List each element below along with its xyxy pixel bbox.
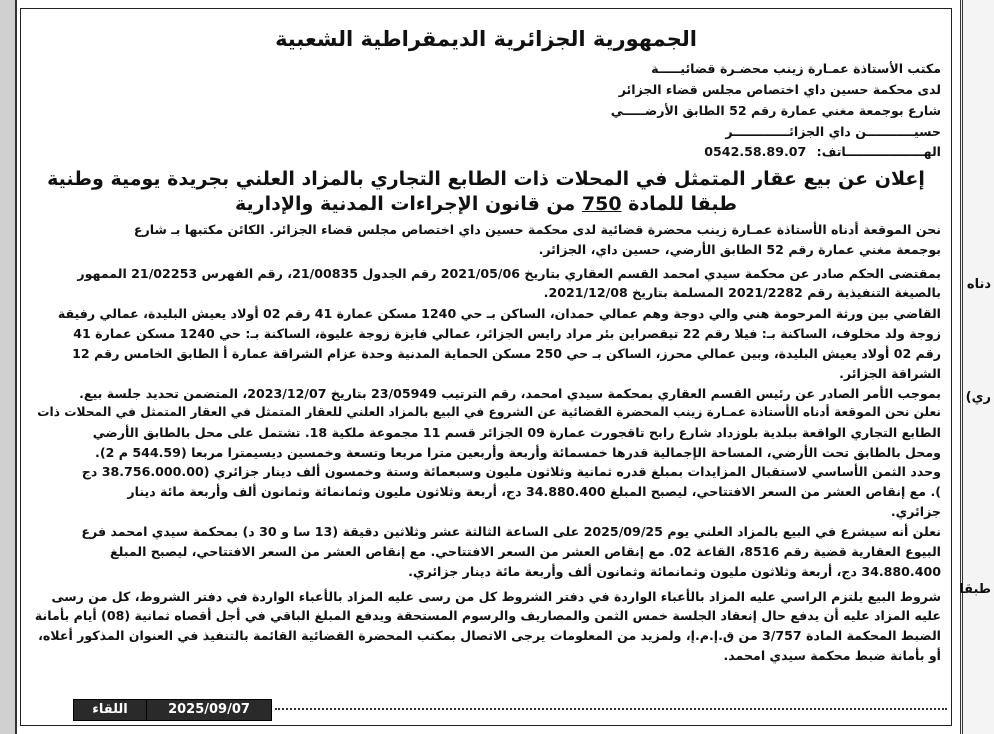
body-line: الشراقة الجزائر. [839,366,941,381]
notice-title: إعلان عن بيع عقار المتمثل في المحلات ذات الطابع التجاري بالمزاد العلني بجريدة يومية وطنية [47,168,925,190]
office-line: لدى محكمة حسين داي اختصاص مجلس قضاء الجزائر [618,82,941,97]
body-line: شروط البيع يلتزم الراسي عليه المزاد بالأعباء الواردة في دفتر الشروط كل من رسى عليه المزاد بالأعباء الواردة في دفتر الشروط، كل من رسى [51,589,941,604]
body-line: القاضي بين ورثة المرحومة هني والي دوجة وهم عمالي حمدان، الساكن بـ حي 1240 مسكن عمارة 41 رقم 02 أولاد يعيش البليدة، عمالي رفيقة [57,306,941,321]
side-fragment: طبقا [959,582,991,597]
footer-rule [275,708,947,710]
adjacent-column [960,0,994,734]
body-line: بوجمعة مغني عمارة رقم 52 الطابق الأرضي، حسين داي، الجزائر. [538,242,941,257]
subtitle-post: من قانون الإجراءات المدنية والإدارية [235,193,582,215]
republic-header: الجمهورية الجزائرية الديمقراطية الشعبية [275,27,697,51]
issue-date: 2025/09/07 [146,699,272,721]
office-line: حسيـــــــــــن داي الجزائـــــــــــــر [725,124,941,139]
notice-subtitle [21,193,951,215]
body-line: نعلن نحن الموقعة أدناه الأستاذة عمـارة زينب المحضرة القضائية عن الشروع في البيع بالمزاد العلني للعقار المتمثل في العقار المتمثل في المحلات ذات [37,405,941,419]
legal-notice [20,8,952,726]
column-divider [15,0,17,734]
newspaper-name: اللقاء [73,699,147,721]
body-line: وحدد الثمن الأساسي لاستقبال المزايدات بمبلغ قدره ثمانية وثلاثون مليون وسبعمائة وستة وخمسون ألف دينار جزائري (38.756.000.00 دج [81,464,941,479]
body-line: عليه المزاد عليه أن يدفع حال إنعقاد الجلسة خمس الثمن والمصاريف والرسوم المستحقة ويدفع المبلغ الباقي في أجل أقصاه ثمانية (08) أيام بأمانة [34,608,941,623]
side-fragment: (ري [965,390,991,405]
body-line: جزائري. [890,504,941,519]
phone-number: 0542.58.89.07 [704,144,807,159]
office-line: مكتب الأستاذة عمـارة زينب محضـرة قضائيـــــة [651,61,941,76]
left-page-strip [0,0,15,734]
subtitle-pre: طبقا للمادة [621,193,737,215]
body-line: أو بأمانة ضبط محكمة سيدي امحمد. [723,648,941,663]
side-fragment: دناه [966,277,991,292]
body-line: الضبط المحكمة المادة 3/757 من ق.إ.م.إ، ولمزيد من المعلومات يرجى الاتصال بمكتب المحضرة القضائية القائمة بالتنفيذ في العنوان المذكور أعلاه، [38,628,941,643]
body-line: الطابع التجاري الواقعة ببلدية بلوزداد شارع رابح تاقجورت عمارة 09 الجزائر قسم 11 مجموعة ملكية 18. تشتمل على محل بالطابق الأرضي [92,425,941,440]
phone-label: الهــــــــــــــــــاتف: [816,144,941,159]
body-line: نعلن أنه سيشرع في البيع بالمزاد العلني يوم 2025/09/25 على الساعة الثالثة عشر وثلاثين دقيقة (13 سا و 30 د) بمحكمة سيدي امحمد فرع [81,524,941,539]
body-line: ). مع إنقاص العشر من السعر الافتتاحي، ليصبح المبلغ 34.880.400 دج، أربعة وثلاثون مليون وثمانمائة وثمانون ألف وأربعة مائة دينار [127,484,941,499]
body-line: زوجة ولد مخلوف، الساكنة بـ: فيلا رقم 22 تيقصراين بئر مراد رايس الجزائر، عمالي فايزة زوجة عليوة، الساكنة بـ: حي 1240 مسكن عمارة 41 [73,326,941,341]
body-line: 34.880.400 دج، أربعة وثلاثون مليون وثمانمائة وثمانون ألف وأربعة مائة دينار جزائري. [408,564,941,579]
article-number: 750 [581,193,622,215]
body-line: نحن الموقعة أدناه الأستاذة عمـارة زينب محضرة قضائية لدى محكمة حسين داي اختصاص مجلس قضاء الجزائر. الكائن مكتبها بـ شارع [133,222,941,237]
body-line: رقم 02 أولاد يعيش البليدة، وبين عمالي محرز، الساكن بـ حي 250 مسكن الحماية المدنية وحدة عزام الشراقة عمارة أ الطابق الخامس رقم 12 [72,346,941,361]
body-line: البيوع العقارية قضية رقم 8516، القاعة 02. مع إنقاص العشر من السعر الافتتاحي. مع إنقاص العشر من السعر الافتتاحي، ليصبح المبلغ [110,544,941,559]
body-line: ومحل بالطابق تحت الأرضي، المساحة الإجمالية قدرها خمسمائة وأربعة وأربعين مترا مربعا وتسعة وخمسين ديسيمترا مربعا (544.59 م 2). [95,445,941,460]
body-line: بموجب الأمر الصادر عن رئيس القسم العقاري بمحكمة سيدي امحمد، رقم الترتيب 23/05949 بتاريخ 2023/12/07، المتضمن تحديد جلسة بيع. [79,386,941,401]
body-line: بمقتضى الحكم صادر عن محكمة سيدي امحمد القسم العقاري بتاريخ 2021/05/06 رقم الجدول 21/00835، رقم الفهرس 21/02253 الممهور [77,266,941,281]
office-phone-line [704,144,941,159]
body-line: بالصيغة التنفيذية رقم 2021/2282 المسلمة بتاريخ 2021/12/08. [543,285,941,300]
office-line: شارع بوجمعة مغني عمارة رقم 52 الطابق الأرضـــــي [610,103,941,118]
page-footer [20,699,952,721]
